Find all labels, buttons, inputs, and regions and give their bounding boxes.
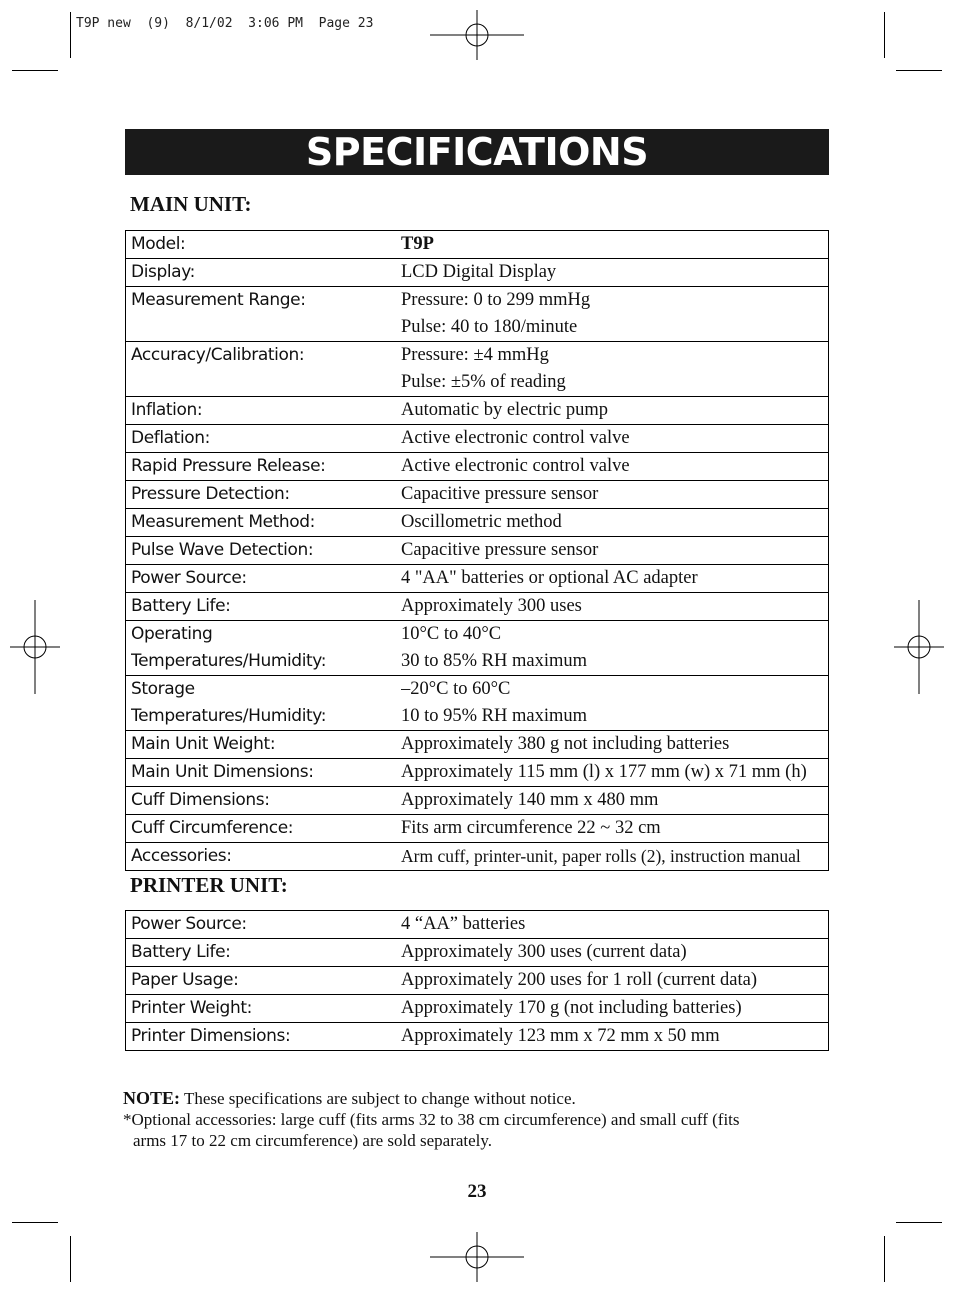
spec-label-cell <box>126 593 402 621</box>
spec-label-cell <box>126 509 402 537</box>
spec-label: Printer Dimensions: <box>131 1026 291 1046</box>
spec-row <box>126 621 829 676</box>
spec-value-cell <box>401 397 829 425</box>
spec-row <box>126 342 829 397</box>
spec-label-cell <box>126 231 402 259</box>
spec-value-cell <box>401 676 829 731</box>
spec-value: 4 “AA” batteries <box>401 914 526 934</box>
registration-mark-top-icon <box>430 10 524 60</box>
spec-label: Cuff Circumference: <box>131 818 294 838</box>
spec-value: Approximately 300 uses (current data) <box>401 942 687 962</box>
spec-label-cell <box>126 565 402 593</box>
spec-label: Measurement Method: <box>131 512 315 532</box>
spec-value: Pulse: 40 to 180/minute <box>401 317 578 337</box>
spec-value: Oscillometric method <box>401 512 562 532</box>
spec-value-cell <box>401 995 829 1023</box>
spec-label: Model: <box>131 234 186 254</box>
spec-label: Battery Life: <box>131 596 231 616</box>
spec-row <box>126 565 829 593</box>
page-number: 23 <box>467 1181 487 1202</box>
spec-row <box>126 397 829 425</box>
spec-value: Pulse: ±5% of reading <box>401 372 566 392</box>
spec-row <box>126 995 829 1023</box>
spec-label: Measurement Range: <box>131 290 306 310</box>
spec-label: Accessories: <box>131 846 232 866</box>
spec-value-cell <box>401 787 829 815</box>
spec-row <box>126 453 829 481</box>
spec-label-cell <box>126 731 402 759</box>
spec-value: Pressure: 0 to 299 mmHg <box>401 290 591 310</box>
spec-label: Main Unit Weight: <box>131 734 276 754</box>
spec-label-cell <box>126 676 402 731</box>
spec-row <box>126 1023 829 1051</box>
spec-label: Display: <box>131 262 195 282</box>
spec-value-cell <box>401 621 829 676</box>
spec-label: Printer Weight: <box>131 998 252 1018</box>
spec-label: Main Unit Dimensions: <box>131 762 314 782</box>
optional-accessories-note: *Optional accessories: large cuff (fits arms 32 to 38 cm circumference) and small cuff (fits <box>123 1110 740 1129</box>
note-label: NOTE: <box>123 1088 181 1108</box>
spec-label-cell <box>126 453 402 481</box>
spec-value-cell <box>401 759 829 787</box>
spec-value: Approximately 380 g not including batteries <box>401 734 730 754</box>
spec-label-cell <box>126 481 402 509</box>
spec-row <box>126 593 829 621</box>
spec-label-cell <box>126 815 402 843</box>
spec-label-cell <box>126 787 402 815</box>
spec-label: Storage <box>131 679 195 699</box>
spec-value: Approximately 140 mm x 480 mm <box>401 790 659 810</box>
spec-value: 4 "AA" batteries or optional AC adapter <box>401 568 698 588</box>
registration-mark-right-icon <box>894 600 944 694</box>
spec-row <box>126 259 829 287</box>
spec-row <box>126 911 829 939</box>
spec-value: 10 to 95% RH maximum <box>401 706 588 726</box>
spec-label-cell <box>126 939 402 967</box>
spec-label-cell <box>126 287 402 342</box>
spec-value-cell <box>401 843 829 871</box>
spec-value: 10°C to 40°C <box>401 624 502 644</box>
specification-note <box>123 1088 823 1151</box>
spec-label: Inflation: <box>131 400 203 420</box>
spec-label-cell <box>126 342 402 397</box>
spec-row <box>126 787 829 815</box>
optional-accessories-note-cont: arms 17 to 22 cm circumference) are sold separately. <box>133 1131 493 1150</box>
registration-mark-left-icon <box>10 600 60 694</box>
spec-row <box>126 939 829 967</box>
main-unit-spec-table <box>125 230 829 871</box>
spec-value: LCD Digital Display <box>401 262 557 282</box>
spec-row <box>126 815 829 843</box>
spec-label-cell <box>126 537 402 565</box>
spec-row <box>126 843 829 871</box>
spec-label-cell <box>126 967 402 995</box>
spec-value-cell <box>401 425 829 453</box>
spec-value-cell <box>401 1023 829 1051</box>
spec-label: Power Source: <box>131 568 247 588</box>
spec-value-cell <box>401 509 829 537</box>
spec-label-cell <box>126 995 402 1023</box>
registration-mark-bottom-icon <box>430 1232 524 1282</box>
print-slug: T9P new (9) 8/1/02 3:06 PM Page 23 <box>76 16 374 31</box>
spec-value: Active electronic control valve <box>401 428 630 448</box>
spec-label-cell <box>126 759 402 787</box>
spec-value-cell <box>401 967 829 995</box>
spec-label: Paper Usage: <box>131 970 239 990</box>
spec-value: Fits arm circumference 22 ~ 32 cm <box>401 818 661 838</box>
spec-label: Temperatures/Humidity: <box>131 651 327 671</box>
printer-unit-heading: PRINTER UNIT: <box>130 873 288 897</box>
spec-label: Power Source: <box>131 914 247 934</box>
spec-value-cell <box>401 731 829 759</box>
spec-row <box>126 759 829 787</box>
spec-label: Pressure Detection: <box>131 484 290 504</box>
main-unit-heading: MAIN UNIT: <box>130 192 252 216</box>
spec-value-cell <box>401 565 829 593</box>
spec-label-cell <box>126 425 402 453</box>
spec-label: Pulse Wave Detection: <box>131 540 314 560</box>
spec-label: Operating <box>131 624 213 644</box>
spec-label-cell <box>126 911 402 939</box>
spec-value: Active electronic control valve <box>401 456 630 476</box>
spec-row <box>126 967 829 995</box>
spec-row <box>126 481 829 509</box>
spec-value-cell <box>401 453 829 481</box>
spec-label-cell <box>126 843 402 871</box>
spec-value-cell <box>401 342 829 397</box>
spec-row <box>126 731 829 759</box>
spec-row <box>126 287 829 342</box>
spec-value-cell <box>401 815 829 843</box>
spec-label: Deflation: <box>131 428 210 448</box>
spec-value-cell <box>401 593 829 621</box>
spec-label-cell <box>126 397 402 425</box>
spec-value-cell <box>401 537 829 565</box>
spec-value: T9P <box>401 234 434 254</box>
spec-label-cell <box>126 1023 402 1051</box>
spec-value: Arm cuff, printer-unit, paper rolls (2), instruction manual <box>401 846 801 866</box>
spec-label-cell <box>126 259 402 287</box>
note-text: These specifications are subject to change without notice. <box>180 1089 576 1108</box>
spec-value: 30 to 85% RH maximum <box>401 651 588 671</box>
spec-value: Approximately 115 mm (l) x 177 mm (w) x 71 mm (h) <box>401 762 807 782</box>
spec-value: –20°C to 60°C <box>401 679 511 699</box>
spec-value: Approximately 170 g (not including batteries) <box>401 998 742 1018</box>
spec-value: Capacitive pressure sensor <box>401 540 599 560</box>
spec-value-cell <box>401 911 829 939</box>
spec-value-cell <box>401 259 829 287</box>
spec-label-cell <box>126 621 402 676</box>
spec-label: Cuff Dimensions: <box>131 790 270 810</box>
spec-value: Approximately 300 uses <box>401 596 582 616</box>
spec-value-cell <box>401 939 829 967</box>
printer-unit-spec-table <box>125 910 829 1051</box>
spec-label: Battery Life: <box>131 942 231 962</box>
spec-label: Temperatures/Humidity: <box>131 706 327 726</box>
spec-row <box>126 537 829 565</box>
spec-label: Accuracy/Calibration: <box>131 345 305 365</box>
spec-row <box>126 509 829 537</box>
spec-value: Automatic by electric pump <box>401 400 609 420</box>
spec-value: Approximately 123 mm x 72 mm x 50 mm <box>401 1026 720 1046</box>
spec-row <box>126 676 829 731</box>
spec-value-cell <box>401 287 829 342</box>
spec-row <box>126 231 829 259</box>
spec-value: Capacitive pressure sensor <box>401 484 599 504</box>
spec-value: Pressure: ±4 mmHg <box>401 345 549 365</box>
spec-value-cell <box>401 481 829 509</box>
spec-row <box>126 425 829 453</box>
spec-value-cell <box>401 231 829 259</box>
spec-value: Approximately 200 uses for 1 roll (current data) <box>401 970 758 990</box>
page-title: SPECIFICATIONS <box>125 129 829 175</box>
spec-label: Rapid Pressure Release: <box>131 456 326 476</box>
